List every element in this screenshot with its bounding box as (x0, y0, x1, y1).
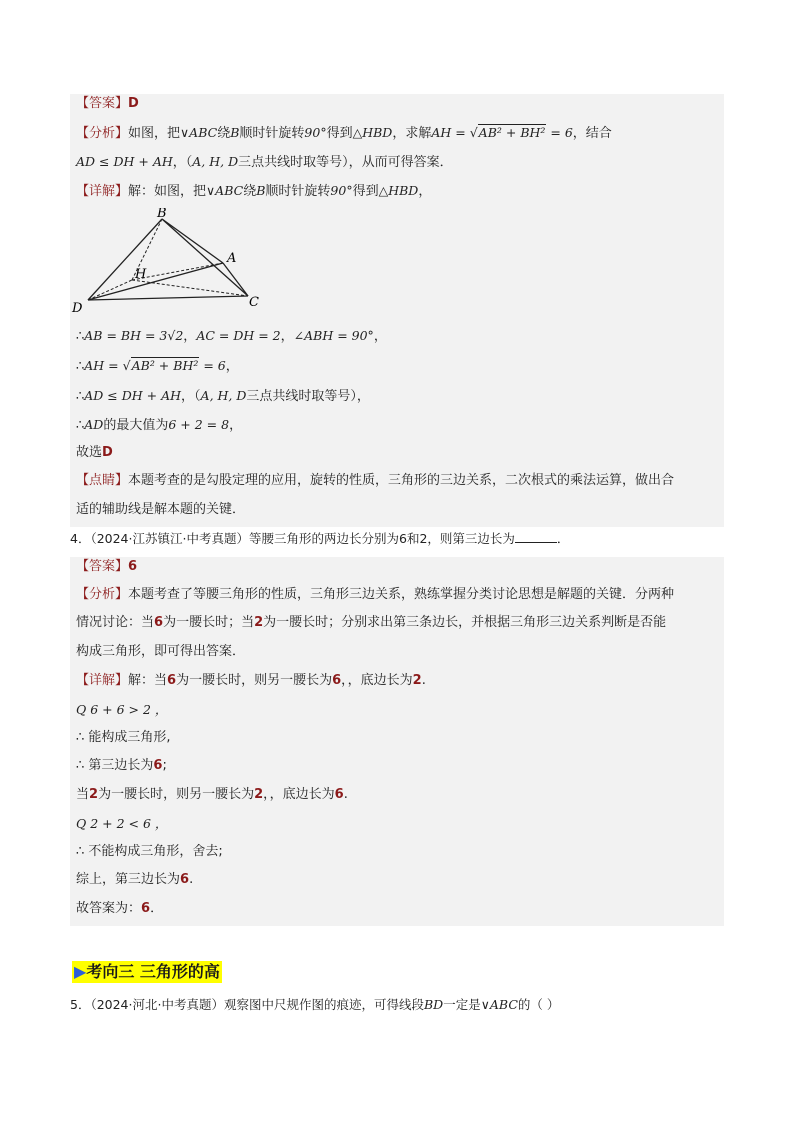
q4-analysis-1: 【分析】本题考查了等腰三角形的性质，三角形三边关系，熟练掌握分类讨论思想是解题的关键．分两种 (76, 587, 675, 602)
q4-detail-6: Q 2 + 2 < 6 ， (76, 816, 168, 831)
question-4: 4．（2024·江苏镇江·中考真题）等腰三角形的两边长分别为6和2，则第三边长为 ． (70, 531, 570, 546)
segment-DC (88, 296, 248, 300)
label-D: D (72, 301, 83, 316)
q4-analysis-2: 情况讨论：当6为一腰长时；当2为一腰长时；分别求出第三条边长，并根据三角形三边关系判断是否能 (76, 615, 667, 630)
q4-detail-8: 综上，第三边长为6. (76, 872, 194, 887)
comment-line-2: 适的辅助线是解本题的关键． (76, 502, 246, 517)
choice-line: 故选D (76, 445, 113, 460)
q4-detail-2: Q 6 + 6 > 2 ， (76, 702, 168, 717)
q4-analysis-3: 构成三角形，即可得出答案． (76, 644, 246, 659)
q4-detail-9: 故答案为：6． (76, 901, 164, 916)
q4-detail-7: ∴ 不能构成三角形，舍去; (76, 844, 223, 859)
q4-detail-4: ∴ 第三边长为6; (76, 758, 167, 773)
label-C: C (249, 295, 259, 310)
step-4: ∴AD的最大值为6 + 2 = 8， (76, 417, 243, 433)
comment-line-1: 【点睛】本题考查的是勾股定理的应用，旋转的性质，三角形的三边关系，二次根式的乘法运算，做出合 (76, 473, 675, 488)
step-2: ∴AH = √AB² + BH² = 6， (76, 358, 239, 374)
q4-detail-1: 【详解】解：当6为一腰长时，则另一腰长为6，，底边长为2. (76, 673, 426, 688)
segment-AC (223, 263, 248, 296)
answer-line: 【答案】D (76, 96, 139, 111)
label-B: B (157, 208, 167, 221)
geometry-figure (70, 208, 270, 318)
answer-blank[interactable] (515, 530, 557, 543)
segment-HC (132, 280, 248, 296)
segment-BD (88, 219, 162, 300)
q4-detail-5: 当2为一腰长时，则另一腰长为2，，底边长为6. (76, 787, 348, 802)
step-1: ∴AB = BH = 3√2，AC = DH = 2，∠ABH = 90°， (76, 328, 387, 344)
analysis-line-2: AD ≤ DH + AH，（A, H, D三点共线时取等号），从而可得答案． (76, 154, 453, 170)
q4-answer-line: 【答案】6 (76, 559, 138, 574)
detail-line-1: 【详解】解：如图，把∨ABC绕B顺时针旋转90°得到△HBD， (76, 183, 432, 199)
step-3: ∴AD ≤ DH + AH，（A, H, D三点共线时取等号）， (76, 388, 370, 404)
label-H: H (135, 267, 147, 282)
label-A: A (227, 251, 237, 266)
analysis-line-1: 【分析】如图，把∨ABC绕B顺时针旋转90°得到△HBD，求解AH = √AB² + BH² = 6，结合 (76, 125, 612, 141)
triangle-marker-icon: ▶ (74, 962, 87, 981)
section-heading: ▶考向三 三角形的高 (74, 962, 220, 981)
question-5: 5．（2024·河北·中考真题）观察图中尺规作图的痕迹，可得线段BD一定是∨ABC的（ ） (70, 997, 560, 1012)
segment-DA (88, 263, 223, 300)
q4-detail-3: ∴ 能构成三角形, (76, 730, 171, 745)
segment-BA (162, 219, 223, 263)
